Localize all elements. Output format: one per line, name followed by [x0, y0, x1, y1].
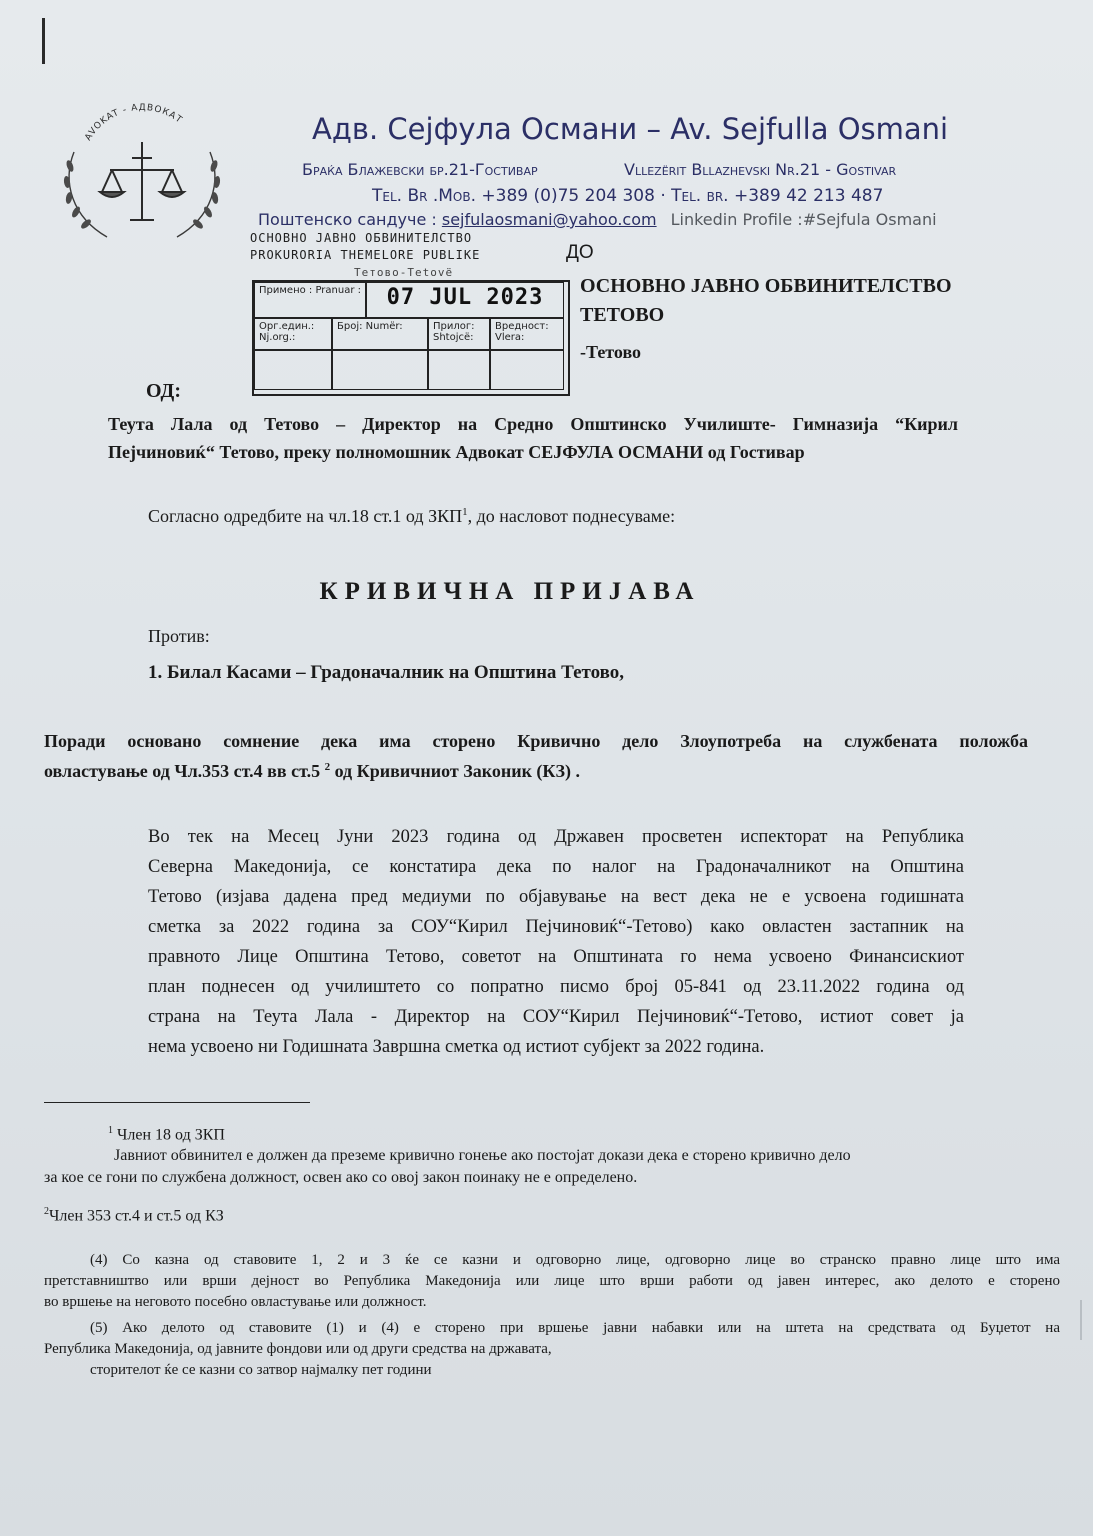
footnote-2-title [44, 1206, 224, 1225]
body-line: нема усвоено ни Годишната Завршна сметка од истиот субјект за 2022 година. [148, 1037, 765, 1057]
letterhead-title: Адв. Сејфула Османи – Av. Sejfulla Osmani [312, 112, 949, 146]
body-line: страна на Теута Лала - Директор на СОУ“Кирил Пејчиновиќ“-Тетово, истиот совет ја [148, 1007, 964, 1027]
law-paragraph-5 [44, 1318, 1060, 1360]
stamp-received-label: Примено : Pranuar : [254, 282, 366, 318]
page-edge-mark [1080, 1300, 1082, 1340]
cause-paragraph [44, 728, 1028, 784]
stamp-number-label: Број: Numër: [332, 318, 428, 350]
law-office-logo [52, 92, 232, 252]
footnote-ref-2: 2 [324, 761, 331, 773]
stamp-value-label: Вредност: Vlera: [490, 318, 564, 350]
body-line: правното Лице Општина Тетово, советот на Општината го нема усвоено Финансискиот [148, 947, 964, 967]
law-line: (4) Со казна од ставовите 1, 2 и 3 ќе се казни и одговорно лице, одговорно лице во странско правно лице што има [90, 1252, 1060, 1268]
footnote-1-text [44, 1145, 1062, 1189]
body-paragraph [148, 822, 964, 1062]
letterhead-address-al: Vllezërit Bllazhevski Nr.21 - Gostivar [624, 160, 897, 179]
body-line: план поднесен од училиштето со попратно писмо број 05-841 од 23.11.2022 година од [148, 977, 964, 997]
from-line2: Пејчиновиќ“ Тетово, преку полномошник Адвокат СЕЈФУЛА ОСМАНИ од Гостивар [108, 442, 805, 462]
stamp-cell [490, 350, 564, 390]
stamp-office-mk: ОСНОВНО ЈАВНО ОБВИНИТЕЛСТВО [250, 231, 473, 245]
footnote-1-title [108, 1120, 225, 1146]
email-link[interactable]: sejfulaosmani@yahoo.com [441, 210, 657, 229]
intro-paragraph [148, 506, 675, 527]
letterhead-address-mk: Браќа Блажевски бр.21-Гостивар [302, 160, 538, 179]
footnote-ref-1: 1 [462, 506, 468, 518]
against-label: Против: [148, 626, 210, 646]
recipient-block [580, 272, 952, 367]
stamp-cell [428, 350, 490, 390]
body-line: Северна Македонија, се констатира дека по налог на Градоначалникот на Општина [148, 857, 964, 877]
recipient-city: -Тетово [580, 342, 642, 362]
footnote-separator [44, 1102, 310, 1103]
footnote-2-title-text: Член 353 ст.4 и ст.5 од КЗ [49, 1207, 224, 1225]
law-line: Република Македонија, од јавните фондови или од други средства на државата, [44, 1341, 552, 1357]
document-heading: КРИВИЧНА ПРИЈАВА [319, 578, 701, 605]
accused-item: 1. Билал Касами – Градоначалник на Општина Тетово, [148, 662, 625, 683]
law-line: претставништво или врши дејност во Република Македонија или лице што врши работи од јавен интерес, ако делото е сторено [44, 1273, 1060, 1289]
stamp-city: Тетово-Tetovë [354, 266, 454, 279]
letterhead-phone: Tel. Br .Mob. +389 (0)75 204 308 · Tel. br. +389 42 213 487 [372, 186, 884, 206]
footnote-1-line: Јавниот обвинител е должен да преземе кривично гонење ако постојат докази дека е сторено кривично дело [114, 1147, 851, 1164]
stamp-cell [332, 350, 428, 390]
cause-line1: Поради основано сомнение дека има сторено Кривично дело Злоупотреба на службената положба [44, 731, 1028, 751]
stamp-office-al: PROKURORIA THEMELORE PUBLIKE [250, 248, 481, 262]
intro-text: Согласно одредбите на чл.18 ст.1 од ЗКП [148, 506, 463, 526]
recipient-line2: ТЕТОВО [580, 304, 665, 326]
footnote-1-number: 1 [108, 1125, 113, 1136]
cause-line2-end: од Кривичниот Законик (КЗ) . [330, 761, 580, 781]
svg-text:AVOKAT - АДВОКАТ [83, 103, 184, 143]
from-label: ОД: [146, 380, 181, 402]
recipient-line1: ОСНОВНО ЈАВНО ОБВИНИТЕЛСТВО [580, 275, 952, 297]
stamp-header [250, 230, 480, 281]
stamp-attachment-label: Прилог: Shtojcë: [428, 318, 490, 350]
logo-arc-text: AVOKAT - АДВОКАТ [83, 102, 185, 143]
postbox-label: Поштенско сандуче : [258, 210, 442, 229]
body-line: сметка за 2022 година за СОУ“Кирил Пејчиновиќ“-Тетово) како овластен застапник на [148, 917, 964, 937]
law-line: во вршење на неговото посебно овластување или должност. [44, 1294, 427, 1310]
cause-line2-text: овластување од Чл.353 ст.4 вв ст.5 [44, 761, 325, 781]
stamp-cell [254, 350, 332, 390]
intro-text-end: , до насловот поднесуваме: [467, 506, 676, 526]
stamp-date: 07 JUL 2023 [366, 282, 564, 318]
law-line: (5) Ако делото од ставовите (1) и (4) е сторено при вршење јавни набавки или на штета на средствата од Буџетот на [90, 1320, 1060, 1336]
cause-line2 [44, 754, 1028, 784]
letterhead-contact [258, 210, 937, 229]
to-label: ДО [566, 242, 594, 263]
footnote-1-line: за кое се гони по службена должност, освен ако со овој закон поинаку не е определено. [44, 1169, 638, 1186]
footnote-1-title-text: Член 18 од ЗКП [113, 1126, 225, 1144]
received-stamp [252, 280, 570, 396]
body-line: Тетово (изјава дадена пред медиуми по објавување на вест дека не е усвоена годишната [148, 887, 964, 907]
stamp-org-label: Орг.един.: Nj.org.: [254, 318, 332, 350]
from-line1: Теута Лала од Тетово – Директор на Средно Општинско Училиште- Гимназија “Кирил [108, 414, 958, 434]
footnote-2-number: 2 [44, 1206, 49, 1217]
body-line: Во тек на Месец Јуни 2023 година од Државен просветен испекторат на Република [148, 827, 964, 847]
law-paragraph-4 [44, 1250, 1060, 1313]
linkedin-profile: Linkedin Profile :#Sejfula Osmani [670, 210, 937, 229]
law-penalty-line: сторителот ќе се казни со затвор најмалку пет години [90, 1362, 432, 1378]
page-edge-mark [42, 18, 45, 64]
from-block [108, 410, 958, 466]
